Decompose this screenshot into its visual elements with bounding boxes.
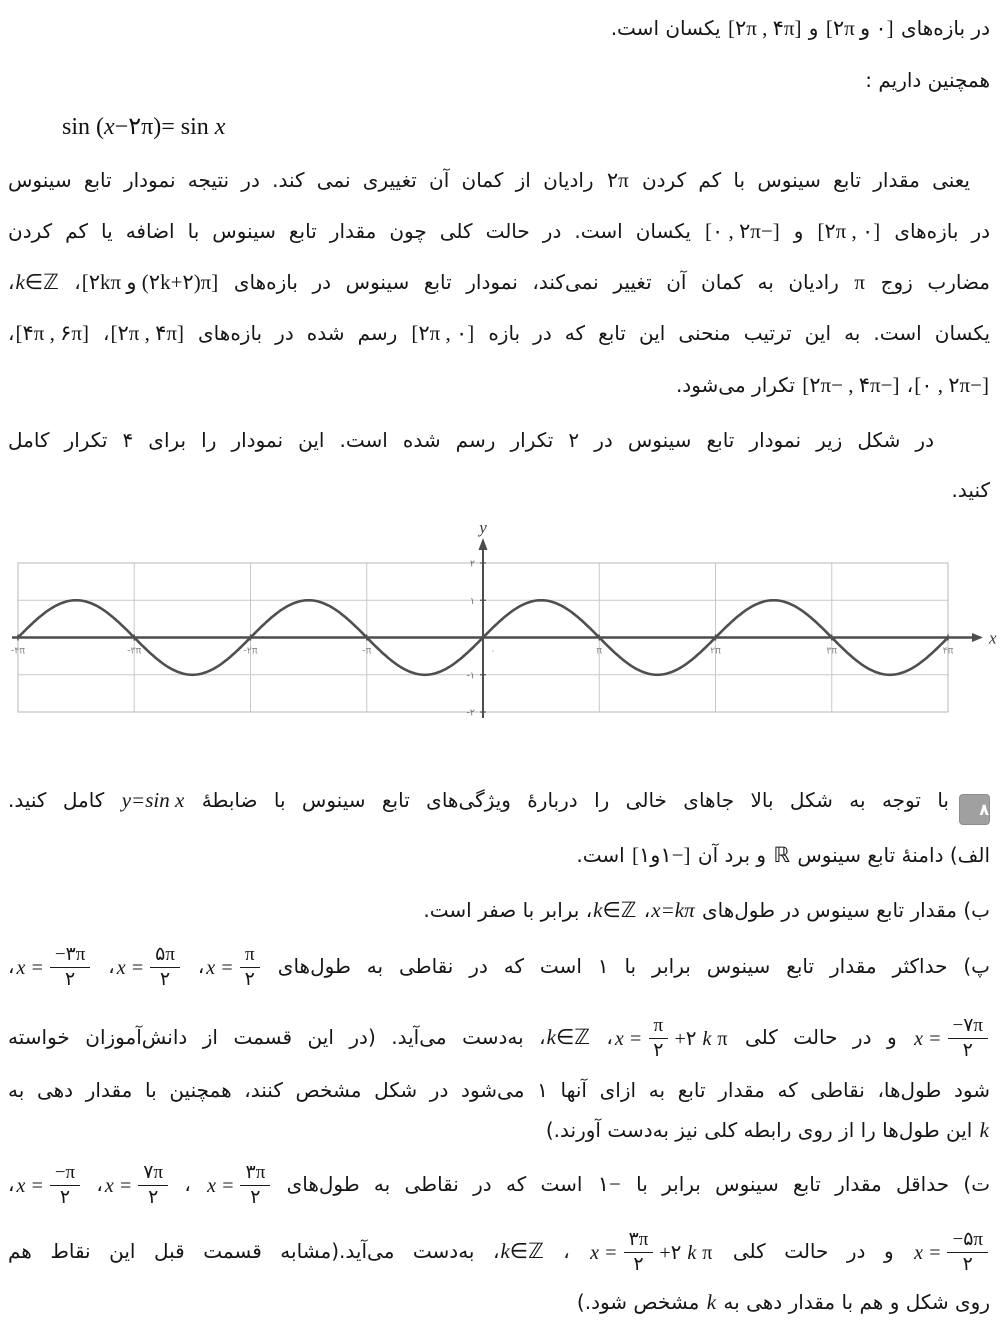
x-tick-label: -π (362, 645, 372, 657)
body-line (8, 420, 990, 460)
fraction-denominator: ۲ (633, 1254, 644, 1275)
y-tick-label: ۱ (469, 595, 475, 607)
fraction-denominator: ۲ (962, 1254, 973, 1275)
text-run: و برد آن (691, 843, 773, 867)
text-run: ، (8, 321, 15, 345)
k-in-Z-token: k∈ℤ (500, 1239, 544, 1263)
fraction (14, 1150, 82, 1222)
x-tick-label: -۲π (243, 645, 258, 657)
x-equals-kpi-token: x=kπ (651, 898, 695, 922)
text-run: ، (92, 954, 115, 978)
paragraph-intervals-line (8, 8, 990, 48)
formula-part: π (702, 1241, 713, 1264)
text-run: است. (576, 843, 632, 867)
fraction-lead: x = (914, 1027, 942, 1050)
text-run: ، به‌دست می‌آید. (در این قسمت از دانش‌آموزان خواسته (8, 1025, 546, 1049)
fraction (115, 930, 182, 1006)
body-line (8, 211, 990, 251)
body-line (8, 313, 990, 353)
fraction (103, 1150, 170, 1222)
text-run: کنید. (951, 478, 990, 502)
x-tick-label: π (596, 645, 603, 657)
fraction-lead: x = (614, 1027, 643, 1050)
y-tick-label: ۲ (469, 558, 475, 570)
fraction-denominator: ۲ (64, 969, 76, 990)
question-8-line (8, 780, 990, 825)
x-tick-label: -۴π (10, 645, 26, 657)
fraction-numerator: ۳π (240, 1161, 270, 1186)
text-run: یعنی مقدار تابع سینوس با کم کردن (629, 168, 970, 192)
interval-token: [۰ , ۲π−] (704, 219, 780, 243)
note-line (8, 1070, 990, 1110)
fraction-numerator: ۵π (150, 943, 180, 968)
text-run: ، برابر با صفر است. (423, 898, 593, 922)
fraction-numerator: −۷π (948, 1014, 989, 1039)
text-run: الف) دامنۀ تابع سینوس (791, 843, 990, 867)
text-run: ، (170, 1172, 206, 1196)
text-run: ، (59, 270, 81, 294)
formula-var-k: k (702, 1027, 712, 1050)
fraction-numerator: −۳π (50, 943, 91, 968)
text-run: ، (82, 1172, 103, 1196)
text-run: یکسان است. (610, 16, 727, 40)
exercise-number-badge: ۸ (959, 794, 990, 825)
formula-var-x: x (214, 114, 226, 140)
fraction-lead: x = (207, 1174, 235, 1197)
formula-part: π (717, 1027, 728, 1050)
text-run: ، (89, 321, 110, 345)
note-line (8, 1282, 990, 1322)
text-run: ، (181, 954, 205, 978)
interval-token: [۴π , ۶π] (15, 321, 89, 345)
y-axis-label: y (479, 518, 487, 537)
k-in-Z-token: k∈ℤ (15, 270, 59, 294)
text-run: ، به‌دست می‌آید.(مشابه قسمت قبل این نقاط هم (8, 1239, 500, 1263)
text-run: است که در نقاطی به طول‌های (272, 1172, 597, 1196)
formula-part: −۲π (114, 114, 154, 140)
fraction (204, 930, 262, 1006)
fraction (205, 1150, 272, 1222)
fraction-numerator: ۷π (138, 1161, 168, 1186)
y-tick-label: -۱ (466, 670, 475, 682)
minus-one-token: ۱− (597, 1172, 621, 1196)
text-run: ، (900, 373, 914, 397)
fraction-denominator: ۲ (59, 1187, 71, 1208)
fraction-numerator: −۵π (947, 1228, 988, 1253)
y-tick-label: -۲ (466, 707, 475, 719)
item-be-line (8, 890, 990, 930)
fraction-denominator: ۲ (653, 1040, 664, 1061)
formula-part: )= sin (153, 114, 215, 140)
interval-token: [۲π , ۴π] (110, 321, 184, 345)
fraction-numerator: −π (50, 1161, 80, 1186)
interval-token: [۱و۱−] (632, 843, 691, 867)
interval-token: [۲π و ۰] (825, 16, 894, 40)
interval-token: [۲kπ و (۲k+۲)π] (81, 270, 219, 294)
body-line (8, 160, 990, 200)
formula-var-k: k (687, 1241, 697, 1264)
y-equals-sinx-token: y=sin x (121, 788, 185, 812)
sine-graph-svg (0, 500, 1000, 748)
fraction-numerator: π (240, 943, 260, 968)
text-run: روی شکل و هم با مقدار دهی به (717, 1290, 990, 1314)
text-run: کامل کنید. (8, 788, 121, 812)
x-tick-label: ۲π (710, 645, 721, 657)
text-run: در بازه‌های (881, 219, 991, 243)
item-pe-line2 (8, 1002, 990, 1074)
text-run: پ) حداکثر مقدار تابع سینوس برابر با ۱ است که در نقاطی به طول‌های (261, 954, 991, 978)
item-alef-line (8, 835, 990, 875)
text-run: رادیان از کمان آن تغییری نمی کند. در نتیجه نمودار تابع سینوس (8, 168, 606, 192)
fraction-lead: x = (16, 956, 44, 979)
formula-part: +۲ (674, 1027, 697, 1050)
text-run: همچنین داریم : (865, 68, 990, 92)
text-run: شود طول‌ها، نقاطی که مقدار تابع به ازای آنها ۱ می‌شود در شکل مشخص کنند، همچنین با مقدار دهی به (8, 1078, 990, 1102)
text-run: ، (544, 1239, 589, 1263)
item-pe-line (8, 928, 990, 1006)
text-run: یکسان است. به این ترتیب منحنی این تابع که در بازه (475, 321, 991, 345)
formula-var-k: k (706, 1290, 717, 1314)
text-run: تکرار می‌شود. (675, 373, 802, 397)
x-tick-label: ۰ (490, 645, 496, 657)
note-line (8, 1110, 990, 1150)
formula-var-x: x (104, 114, 115, 140)
body-line (8, 365, 990, 405)
text-run: ، (8, 954, 15, 978)
sine-identity-formula (62, 112, 225, 141)
fraction-denominator: ۲ (962, 1040, 973, 1061)
fraction-lead: x = (206, 956, 234, 979)
k-in-Z-token: k∈ℤ (546, 1025, 590, 1049)
fraction-lead: x = (116, 956, 145, 979)
interval-token: [۲π− , ۴π−] (802, 373, 900, 397)
x-axis-arrow (972, 633, 983, 642)
text-run: ، (590, 1025, 613, 1049)
body-line (8, 262, 990, 302)
text-run: و در حالت کلی (714, 1239, 913, 1263)
item-te-line2 (8, 1216, 990, 1288)
x-tick-label: ۳π (826, 645, 838, 657)
text-run: این طول‌ها را از روی رابطه کلی نیز به‌دست آورند.) (545, 1118, 979, 1142)
formula-var-k: k (979, 1118, 989, 1142)
formula-part: +۲ (659, 1241, 682, 1264)
text-run: ، (8, 1172, 15, 1196)
interval-token: [۲π , ۰] (817, 219, 881, 243)
text-run: ب) مقدار تابع سینوس در طول‌های (695, 898, 990, 922)
text-run: و در حالت کلی (729, 1025, 913, 1049)
y-axis-arrow (479, 538, 488, 550)
fraction (14, 930, 92, 1006)
general-formula (588, 1218, 714, 1288)
text-run: ت) حداقل مقدار تابع سینوس برابر با (621, 1172, 991, 1196)
text-run: رادیان به کمان آن تغییر نمی‌کند، نمودار تابع سینوس در بازه‌های (219, 270, 854, 294)
text-run: رسم شده در بازه‌های (184, 321, 411, 345)
fraction-lead: x = (104, 1174, 133, 1197)
real-numbers-symbol: ℝ (773, 843, 791, 867)
fraction-lead: x = (16, 1174, 44, 1197)
text-run: در شکل زیر نمودار تابع سینوس در ۲ تکرار رسم شده است. این نمودار را برای ۴ تکرار کامل (8, 428, 934, 452)
text-run: مضارب زوج (866, 270, 991, 294)
fraction-numerator: ۳π (624, 1228, 654, 1253)
fraction-numerator: π (649, 1014, 669, 1039)
interval-token: [۰ , ۲π−] (914, 373, 989, 397)
text-run: در بازه‌های (894, 16, 990, 40)
text-run: یکسان است. در حالت کلی چون مقدار تابع سینوس با اضافه یا کم کردن (8, 219, 704, 243)
text-run: و (780, 219, 817, 243)
x-tick-label: ۴π (942, 645, 954, 657)
text-run: با توجه به شکل بالا جاهای خالی را دربارۀ ویژگی‌های تابع سینوس با ضابطۀ (185, 788, 949, 812)
fraction-denominator: ۲ (250, 1187, 261, 1208)
formula-part: sin ( (62, 114, 104, 140)
fraction-lead: x = (590, 1241, 618, 1264)
general-formula (613, 1004, 730, 1074)
item-te-line (8, 1148, 990, 1222)
fraction-lead: x = (914, 1241, 942, 1264)
interval-token: [۲π , ۰] (411, 321, 475, 345)
math-token: π (854, 270, 865, 294)
text-run: و (802, 16, 825, 40)
fraction (912, 1218, 990, 1288)
fraction-denominator: ۲ (148, 1187, 159, 1208)
text-run: ، (637, 898, 651, 922)
k-in-Z-token: k∈ℤ (593, 898, 637, 922)
text-run: ، (8, 270, 15, 294)
x-tick-label: -۳π (127, 645, 142, 657)
math-token: ۲π (606, 168, 629, 192)
x-axis-label: x (989, 628, 997, 648)
paragraph-also-we-have (8, 60, 990, 100)
interval-token: [۲π , ۴π] (727, 16, 802, 40)
fraction-denominator: ۲ (244, 969, 255, 990)
fraction (912, 1004, 990, 1074)
text-run: مشخص شود.) (576, 1290, 706, 1314)
fraction-denominator: ۲ (159, 969, 171, 990)
